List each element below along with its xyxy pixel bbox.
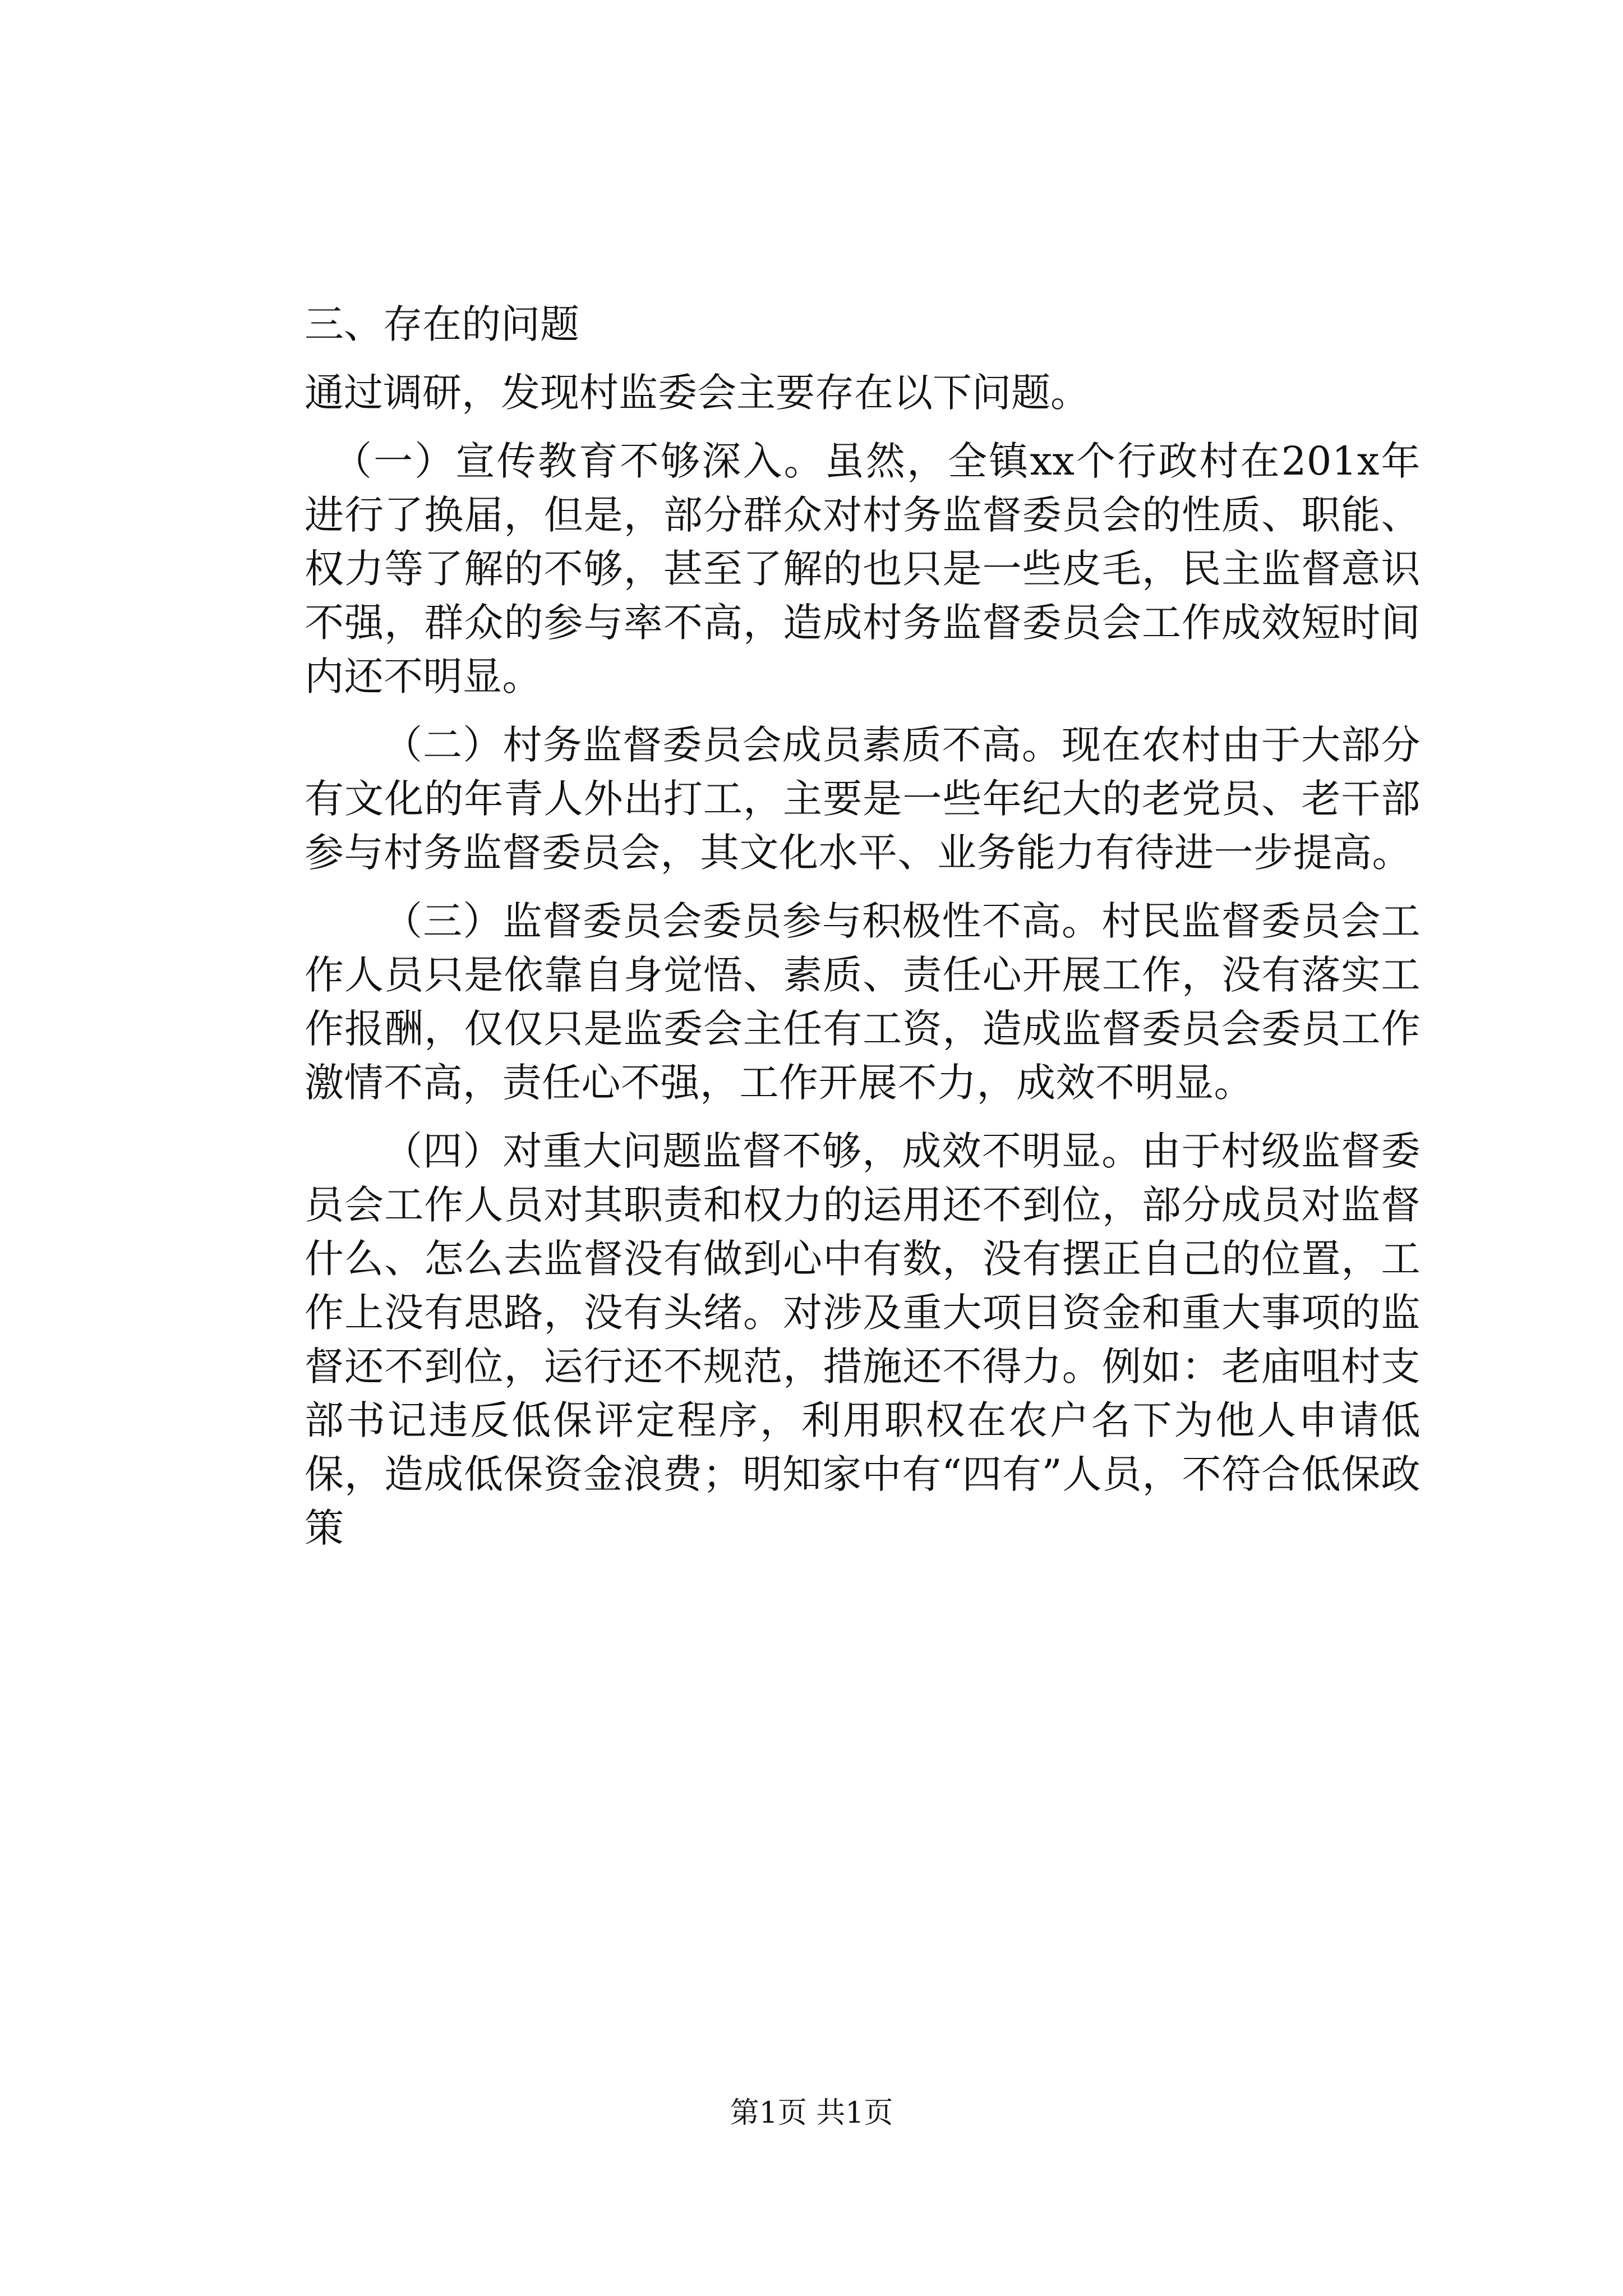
document-body	[305, 297, 1421, 1570]
paragraph-3: （三）监督委员会委员参与积极性不高。村民监督委员会工作人员只是依靠自身觉悟、素质、责任心开展工作，没有落实工作报酬，仅仅只是监委会主任有工资，造成监督委员会委员工作激情不高，责任心不强，工作开展不力，成效不明显。	[305, 898, 1421, 1106]
paragraph-1: （一）宣传教育不够深入。虽然，全镇xx个行政村在201x年进行了换届，但是，部分群众对村务监督委员会的性质、职能、权力等了解的不够，甚至了解的也只是一些皮毛，民主监督意识不强，群众的参与率不高，造成村务监督委员会工作成效短时间内还不明显。	[305, 438, 1421, 700]
page-footer: 第1页 共1页	[730, 2096, 893, 2130]
section-heading: 三、存在的问题	[305, 301, 579, 347]
paragraph-2: （二）村务监督委员会成员素质不高。现在农村由于大部分有文化的年青人外出打工，主要是一些年纪大的老党员、老干部参与村务监督委员会，其文化水平、业务能力有待进一步提高。	[305, 722, 1421, 876]
paragraph-4: （四）对重大问题监督不够，成效不明显。由于村级监督委员会工作人员对其职责和权力的运用还不到位，部分成员对监督什么、怎么去监督没有做到心中有数，没有摆正自己的位置，工作上没有思路，没有头绪。对涉及重大项目资金和重大事项的监督还不到位，运行还不规范，措施还不得力。例如：老庙咀村支部书记违反低保评定程序，利用职权在农户名下为他人申请低保，造成低保资金浪费；明知家中有“四有”人员，不符合低保政策	[305, 1128, 1421, 1551]
intro-paragraph: 通过调研，发现村监委会主要存在以下问题。	[305, 370, 1090, 416]
